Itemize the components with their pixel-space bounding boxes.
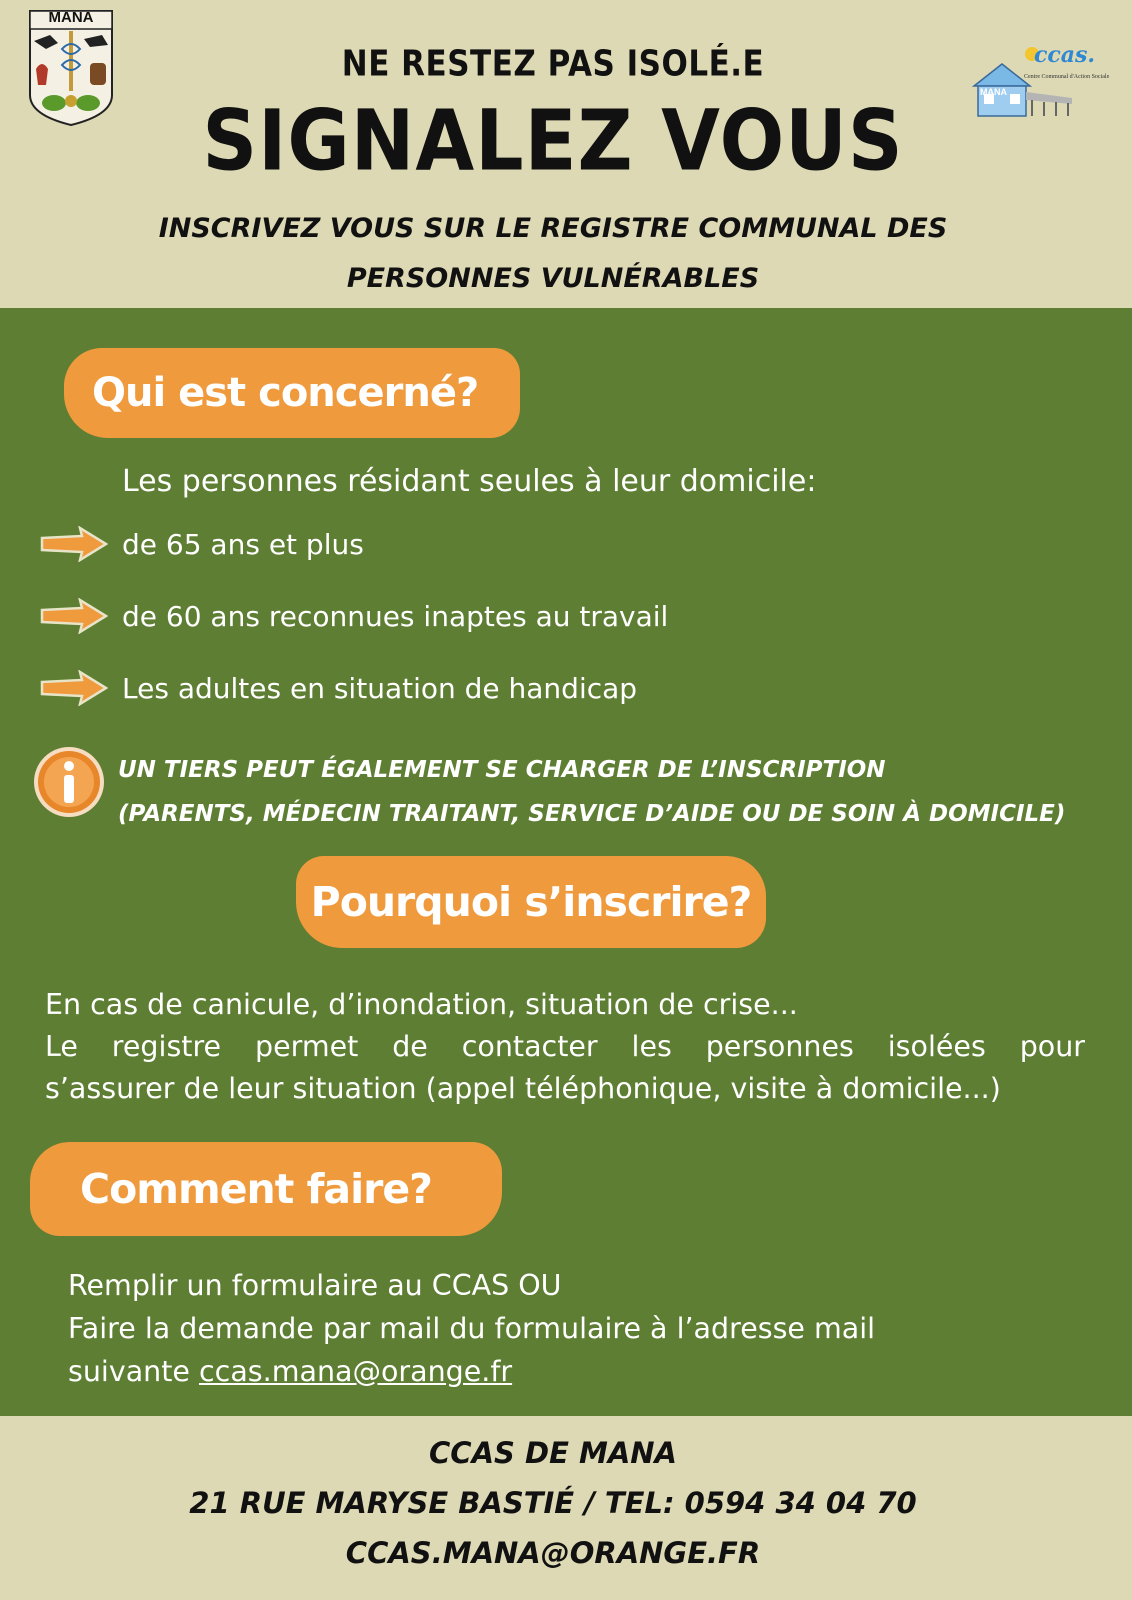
ccas-logo-word: ccas.	[1034, 42, 1096, 68]
info-icon	[32, 745, 106, 819]
header-tagline: NE RESTEZ PAS ISOLÉ.E	[341, 43, 765, 85]
list-item	[40, 596, 668, 636]
why-heading: Pourquoi s’inscrire?	[296, 856, 766, 948]
ccas-logo	[972, 42, 1122, 122]
arrow-right-icon	[40, 526, 108, 562]
ccas-house-label: MANA	[980, 87, 1007, 97]
concerned-heading: Qui est concerné?	[64, 348, 520, 438]
how-heading: Comment faire?	[30, 1142, 502, 1236]
footer	[0, 1416, 1132, 1600]
list-item-text: de 65 ans et plus	[122, 527, 364, 561]
header-banner	[0, 0, 1132, 308]
list-item	[40, 524, 364, 564]
footer-address-phone: 21 RUE MARYSE BASTIÉ / TEL: 0594 34 04 70	[189, 1486, 917, 1520]
why-line-2: Le registre permet de contacter les personnes isolées pour	[45, 1030, 1085, 1063]
how-line-2: Faire la demande par mail du formulaire à l’adresse mail	[68, 1312, 876, 1345]
why-line-3: s’assurer de leur situation (appel téléphonique, visite à domicile...)	[45, 1072, 1001, 1105]
footer-email: CCAS.MANA@ORANGE.FR	[345, 1536, 761, 1570]
how-line-3-prefix: suivante	[68, 1355, 199, 1388]
info-note-line-2: (PARENTS, MÉDECIN TRAITANT, SERVICE D’AIDE OU DE SOIN À DOMICILE)	[118, 801, 1066, 827]
ccas-logo-subtitle: Centre Communal d'Action Sociale	[1024, 74, 1110, 80]
info-note-line-1: UN TIERS PEUT ÉGALEMENT SE CHARGER DE L’INSCRIPTION	[118, 757, 886, 783]
info-note	[118, 748, 1065, 836]
header-subtitle-line-2: PERSONNES VULNÉRABLES	[346, 263, 760, 294]
header-subtitle	[0, 204, 1106, 304]
list-item-text: de 60 ans reconnues inaptes au travail	[122, 599, 669, 633]
arrow-right-icon	[40, 598, 108, 634]
list-item	[40, 668, 637, 708]
why-paragraph	[45, 984, 1085, 1110]
crest-label: MANA	[48, 9, 94, 26]
header-title: SIGNALEZ VOUS	[202, 91, 904, 190]
how-line-1: Remplir un formulaire au CCAS OU	[68, 1269, 562, 1302]
header-subtitle-line-1: INSCRIVEZ VOUS SUR LE REGISTRE COMMUNAL DES	[158, 213, 948, 244]
footer-organization: CCAS DE MANA	[429, 1436, 677, 1470]
email-link[interactable]: ccas.mana@orange.fr	[199, 1355, 513, 1388]
why-line-1: En cas de canicule, d’inondation, situation de crise...	[45, 988, 798, 1021]
how-line-3	[68, 1350, 1068, 1393]
how-paragraph	[68, 1264, 1068, 1393]
arrow-right-icon	[40, 670, 108, 706]
list-item-text: Les adultes en situation de handicap	[122, 671, 638, 705]
main-content	[0, 308, 1132, 1416]
concerned-intro: Les personnes résidant seules à leur domicile:	[122, 464, 817, 499]
